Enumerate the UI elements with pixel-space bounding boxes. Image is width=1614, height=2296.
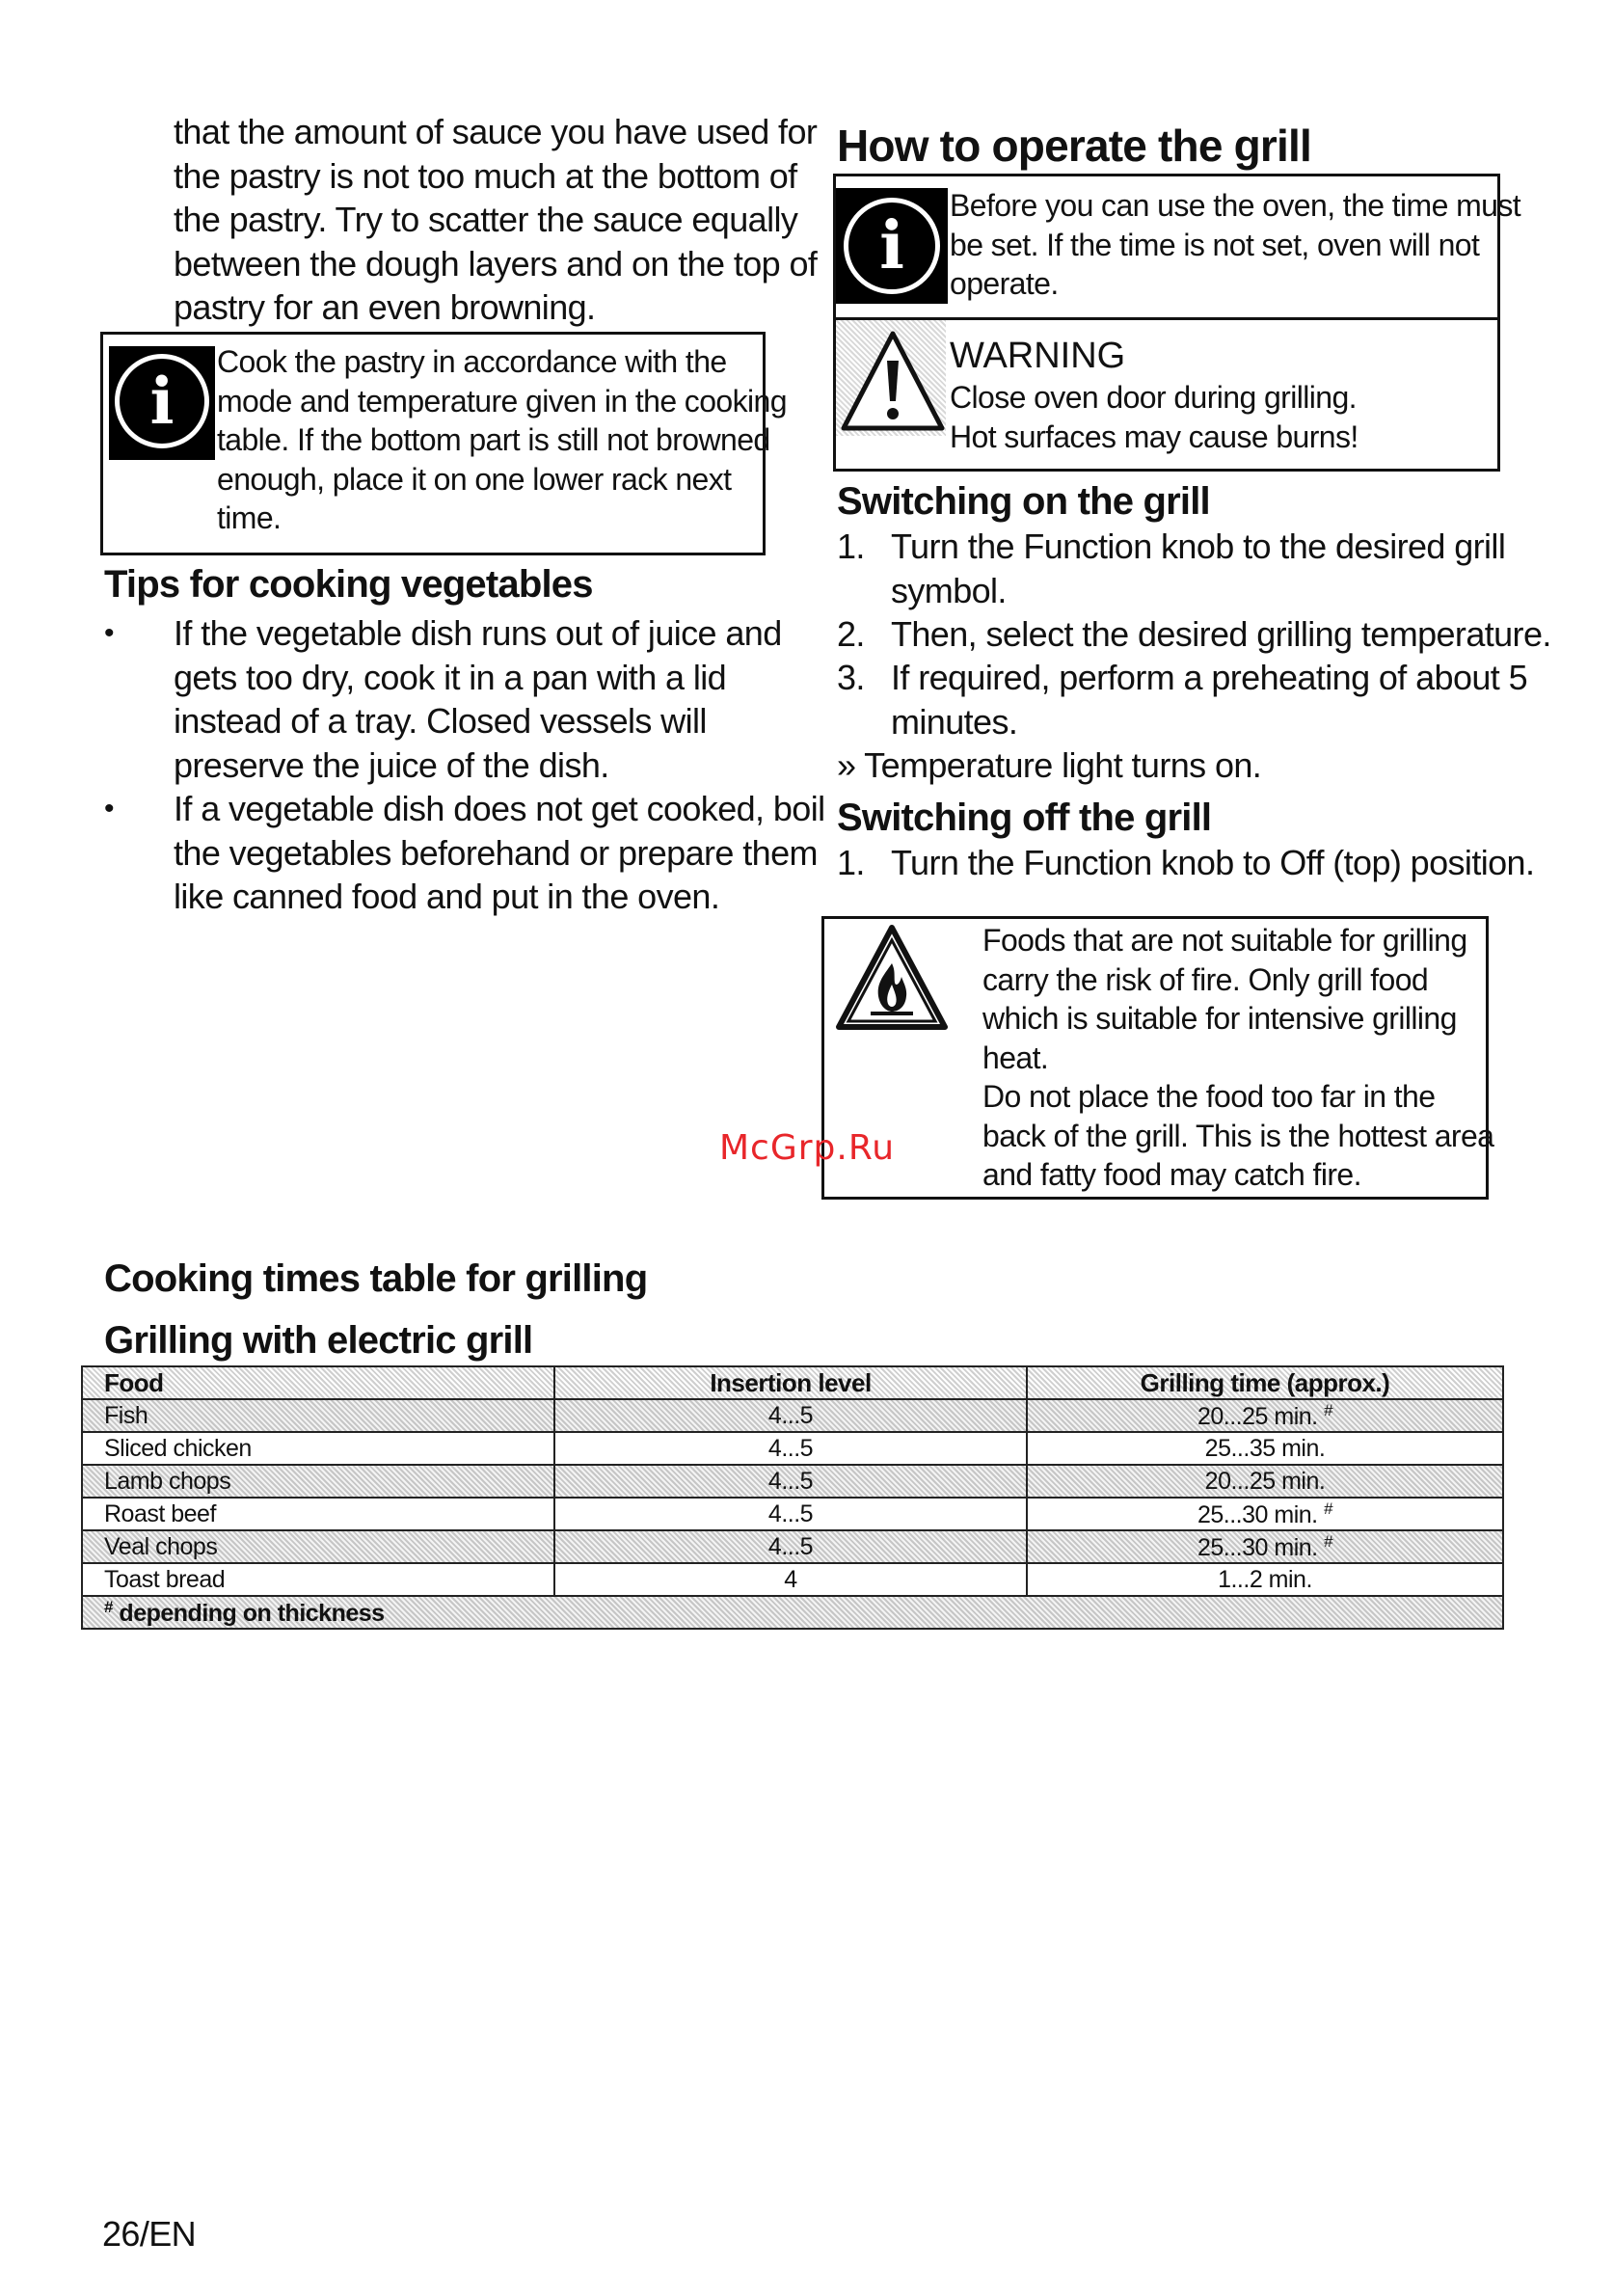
watermark: McGrp.Ru bbox=[719, 1128, 896, 1168]
text-line: enough, place it on one lower rack next bbox=[217, 461, 732, 497]
text-line: If the vegetable dish runs out of juice and bbox=[174, 613, 782, 653]
text-line: the pastry is not too much at the bottom of bbox=[174, 155, 797, 196]
text-line: Foods that are not suitable for grilling bbox=[982, 923, 1467, 958]
step-number: 1. bbox=[837, 527, 865, 566]
table-title: Cooking times table for grilling bbox=[104, 1257, 648, 1300]
text-line: symbol. bbox=[891, 570, 1007, 610]
table-header-row bbox=[82, 1366, 1503, 1399]
table-footnote-row bbox=[82, 1596, 1503, 1629]
level-cell: 4...5 bbox=[554, 1432, 1027, 1465]
table-row bbox=[82, 1399, 1503, 1432]
info-icon: i bbox=[836, 188, 948, 304]
text-line: If a vegetable dish does not get cooked, boil bbox=[174, 789, 825, 828]
text-line: Before you can use the oven, the time must bbox=[950, 188, 1521, 223]
text-line: Then, select the desired grilling temperature. bbox=[891, 614, 1551, 654]
section-heading: How to operate the grill bbox=[837, 121, 1311, 171]
level-cell: 4 bbox=[554, 1563, 1027, 1596]
text-line: and fatty food may catch fire. bbox=[982, 1157, 1361, 1192]
fire-warning-note bbox=[821, 916, 1494, 1200]
text-line: preserve the juice of the dish. bbox=[174, 744, 609, 785]
food-cell: Toast bread bbox=[82, 1563, 554, 1596]
text-line: the pastry. Try to scatter the sauce equally bbox=[174, 200, 798, 239]
tips-heading: Tips for cooking vegetables bbox=[104, 563, 593, 606]
level-cell: 4...5 bbox=[554, 1465, 1027, 1498]
text-line: Turn the Function knob to Off (top) position. bbox=[891, 843, 1535, 882]
table-row bbox=[82, 1563, 1503, 1596]
column-header: Insertion level bbox=[554, 1366, 1027, 1399]
grilling-times-table bbox=[81, 1365, 1504, 1630]
step-number: 1. bbox=[837, 843, 865, 882]
text-line: table. If the bottom part is still not browned bbox=[217, 422, 770, 457]
level-cell: 4...5 bbox=[554, 1498, 1027, 1530]
table-row bbox=[82, 1530, 1503, 1563]
page-number: 26/EN bbox=[102, 2214, 197, 2254]
text-line: Cook the pastry in accordance with the bbox=[217, 344, 727, 379]
text-line: instead of a tray. Closed vessels will bbox=[174, 701, 707, 741]
level-cell: 4...5 bbox=[554, 1399, 1027, 1432]
food-cell: Roast beef bbox=[82, 1498, 554, 1530]
warning-triangle-icon bbox=[840, 330, 946, 434]
text-line: that the amount of sauce you have used for bbox=[174, 112, 818, 151]
bullet-icon: • bbox=[104, 793, 114, 824]
text-line: time. bbox=[217, 500, 282, 535]
text-line: Close oven door during grilling. bbox=[950, 380, 1357, 415]
fire-warning-icon bbox=[834, 923, 950, 1033]
time-cell: 20...25 min. bbox=[1027, 1465, 1503, 1498]
text-line: the vegetables beforehand or prepare them bbox=[174, 832, 818, 873]
text-line: which is suitable for intensive grilling bbox=[982, 1001, 1457, 1036]
table-row bbox=[82, 1465, 1503, 1498]
food-cell: Sliced chicken bbox=[82, 1432, 554, 1465]
table-row bbox=[82, 1432, 1503, 1465]
time-cell: 25...30 min. # bbox=[1027, 1498, 1503, 1530]
time-cell: 25...30 min. # bbox=[1027, 1530, 1503, 1563]
text-line: pastry for an even browning. bbox=[174, 287, 596, 327]
food-cell: Fish bbox=[82, 1399, 554, 1432]
pastry-info-note bbox=[100, 332, 787, 555]
table-row bbox=[82, 1498, 1503, 1530]
table-footnote: # depending on thickness bbox=[82, 1596, 1503, 1629]
result-line: » Temperature light turns on. bbox=[837, 745, 1262, 785]
text-line: carry the risk of fire. Only grill food bbox=[982, 961, 1429, 997]
time-cell: 25...35 min. bbox=[1027, 1432, 1503, 1465]
text-line: like canned food and put in the oven. bbox=[174, 877, 720, 916]
column-header: Grilling time (approx.) bbox=[1027, 1366, 1503, 1399]
switch-off-heading: Switching off the grill bbox=[837, 797, 1212, 839]
bullet-icon: • bbox=[104, 617, 114, 649]
text-line: Hot surfaces may cause burns! bbox=[950, 419, 1358, 454]
time-cell: 20...25 min. # bbox=[1027, 1399, 1503, 1432]
column-header: Food bbox=[82, 1366, 554, 1399]
text-line: operate. bbox=[950, 266, 1059, 301]
step-number: 3. bbox=[837, 658, 865, 697]
text-line: mode and temperature given in the cooking bbox=[217, 383, 787, 419]
warning-title: WARNING bbox=[950, 336, 1126, 376]
step-number: 2. bbox=[837, 614, 865, 654]
text-line: minutes. bbox=[891, 701, 1018, 742]
text-line: gets too dry, cook it in a pan with a lid bbox=[174, 657, 727, 697]
text-line: Do not place the food too far in the bbox=[982, 1079, 1436, 1114]
time-info-note bbox=[833, 174, 1521, 320]
text-line: Turn the Function knob to the desired grill bbox=[891, 527, 1506, 566]
warning-note bbox=[833, 317, 1500, 472]
level-cell: 4...5 bbox=[554, 1530, 1027, 1563]
info-icon: i bbox=[109, 346, 215, 460]
text-line: be set. If the time is not set, oven will not bbox=[950, 227, 1480, 262]
food-cell: Veal chops bbox=[82, 1530, 554, 1563]
text-line: between the dough layers and on the top of bbox=[174, 243, 818, 284]
time-cell: 1...2 min. bbox=[1027, 1563, 1503, 1596]
food-cell: Lamb chops bbox=[82, 1465, 554, 1498]
text-line: heat. bbox=[982, 1040, 1049, 1075]
text-line: back of the grill. This is the hottest area bbox=[982, 1118, 1494, 1153]
switch-on-heading: Switching on the grill bbox=[837, 480, 1210, 523]
text-line: If required, perform a preheating of about 5 bbox=[891, 658, 1528, 697]
intro-paragraph bbox=[174, 110, 818, 330]
table-subtitle: Grilling with electric grill bbox=[104, 1319, 533, 1362]
